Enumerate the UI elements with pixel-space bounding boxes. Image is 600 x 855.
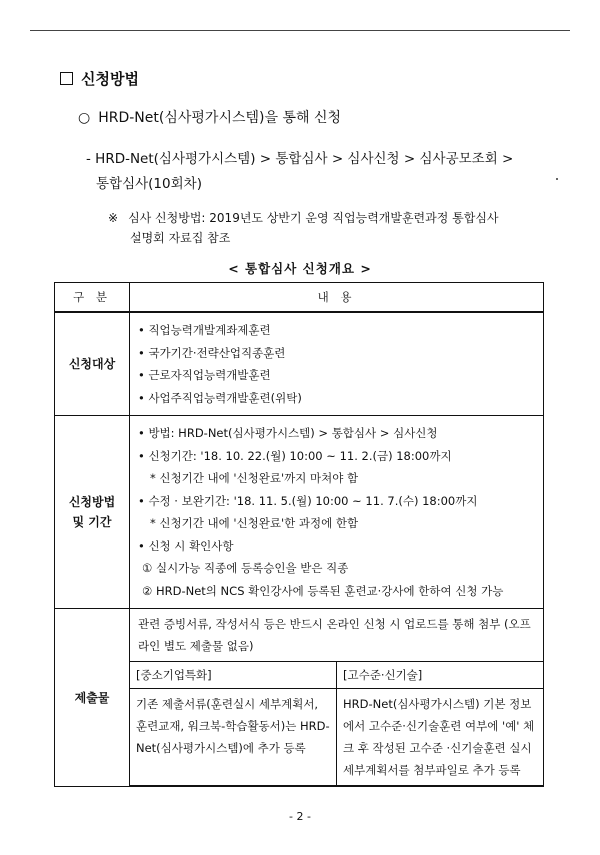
checkbox-square-icon <box>60 72 73 85</box>
dash-item-line2: 통합심사(10회차) <box>96 176 202 192</box>
row-head-method-line2: 및 기간 <box>72 515 112 529</box>
list-subitem: ② HRD-Net의 NCS 확인강사에 등록된 훈련교·강사에 한하여 신청 가능 <box>142 583 504 598</box>
list-item: • 직업능력개발계좌제훈련 <box>138 323 271 337</box>
dash-item-path <box>86 147 513 197</box>
high-level-body: HRD-Net(심사평가시스템) 기본 정보에서 고수준·신기술훈련 여부에 '예' 체크 후 작성된 고수준 ·신기술훈련 실시세부계획서를 첨부파일로 추가 등록 <box>343 697 535 777</box>
note-line2: 설명회 자료집 참조 <box>130 231 231 245</box>
summary-table <box>54 282 544 787</box>
table-row-method <box>55 416 544 609</box>
section-heading <box>60 68 139 89</box>
bullet-item-hrd-net <box>78 107 341 127</box>
table-row-submission <box>55 609 544 787</box>
table-header-row <box>55 283 544 313</box>
sme-special-cell <box>130 662 337 786</box>
submission-note: 관련 증빙서류, 작성서식 등은 반드시 온라인 신청 시 업로드를 통해 첨부 (오프라인 별도 제출물 없음) <box>130 609 543 662</box>
list-item: • 근로자직업능력개발훈련 <box>138 368 271 382</box>
row-content-method <box>130 416 544 609</box>
list-item: • 방법: HRD-Net(심사평가시스템) > 통합심사 > 심사신청 <box>138 426 438 440</box>
note-line1: 심사 신청방법: 2019년도 상반기 운영 직업능력개발훈련과정 통합심사 <box>128 211 499 225</box>
list-subitem: ① 실시가능 직종에 등록승인을 받은 직종 <box>142 561 349 575</box>
list-item: • 국가기간·전략산업직종훈련 <box>138 345 286 360</box>
list-item: • 신청기간: '18. 10. 22.(월) 10:00 ~ 11. 2.(금) 18:00까지 <box>138 448 452 463</box>
note-mark: ※ <box>108 211 119 225</box>
page-number: - 2 - <box>289 810 311 823</box>
list-item: • 신청 시 확인사항 <box>138 538 234 553</box>
table-title: < 통합심사 신청개요 > <box>228 261 372 276</box>
row-head-method <box>55 416 130 609</box>
high-level-title: [고수준·신기술] <box>337 662 543 689</box>
dash-item-line1: - HRD-Net(심사평가시스템) > 통합심사 > 심사신청 > 심사공모조회 > <box>86 151 514 167</box>
submission-split <box>130 662 543 786</box>
section-title: 신청방법 <box>81 70 139 88</box>
list-subitem: * 신청기간 내에 '신청완료'까지 마쳐야 함 <box>150 471 359 485</box>
row-content-submission <box>130 609 544 787</box>
top-rule <box>30 30 570 31</box>
circle-bullet-icon: ○ <box>78 110 91 126</box>
header-content: 내 용 <box>130 283 544 313</box>
sme-special-body: 기존 제출서류(훈련실시 세부계획서, 훈련교재, 워크북-학습활동서)는 HRD-Net(심사평가시스템)에 추가 등록 <box>136 697 330 755</box>
table-row-target <box>55 312 544 416</box>
list-item: • 사업주직업능력개발훈련(위탁) <box>138 390 302 405</box>
header-category: 구 분 <box>55 283 130 313</box>
row-content-target <box>130 312 544 416</box>
row-head-target: 신청대상 <box>55 312 130 416</box>
stray-dot <box>556 178 558 180</box>
bullet-item-text: HRD-Net(심사평가시스템)을 통해 신청 <box>98 110 341 126</box>
row-head-submission: 제출물 <box>55 609 130 787</box>
row-head-method-line1: 신청방법 <box>68 495 116 509</box>
reference-note <box>108 208 558 248</box>
high-level-cell <box>337 662 544 786</box>
sme-special-title: [중소기업특화] <box>130 662 336 689</box>
list-item: • 수정 · 보완기간: '18. 11. 5.(월) 10:00 ~ 11. 7.(수) 18:00까지 <box>138 493 478 508</box>
list-subitem: * 신청기간 내에 '신청완료'한 과정에 한함 <box>150 516 359 530</box>
